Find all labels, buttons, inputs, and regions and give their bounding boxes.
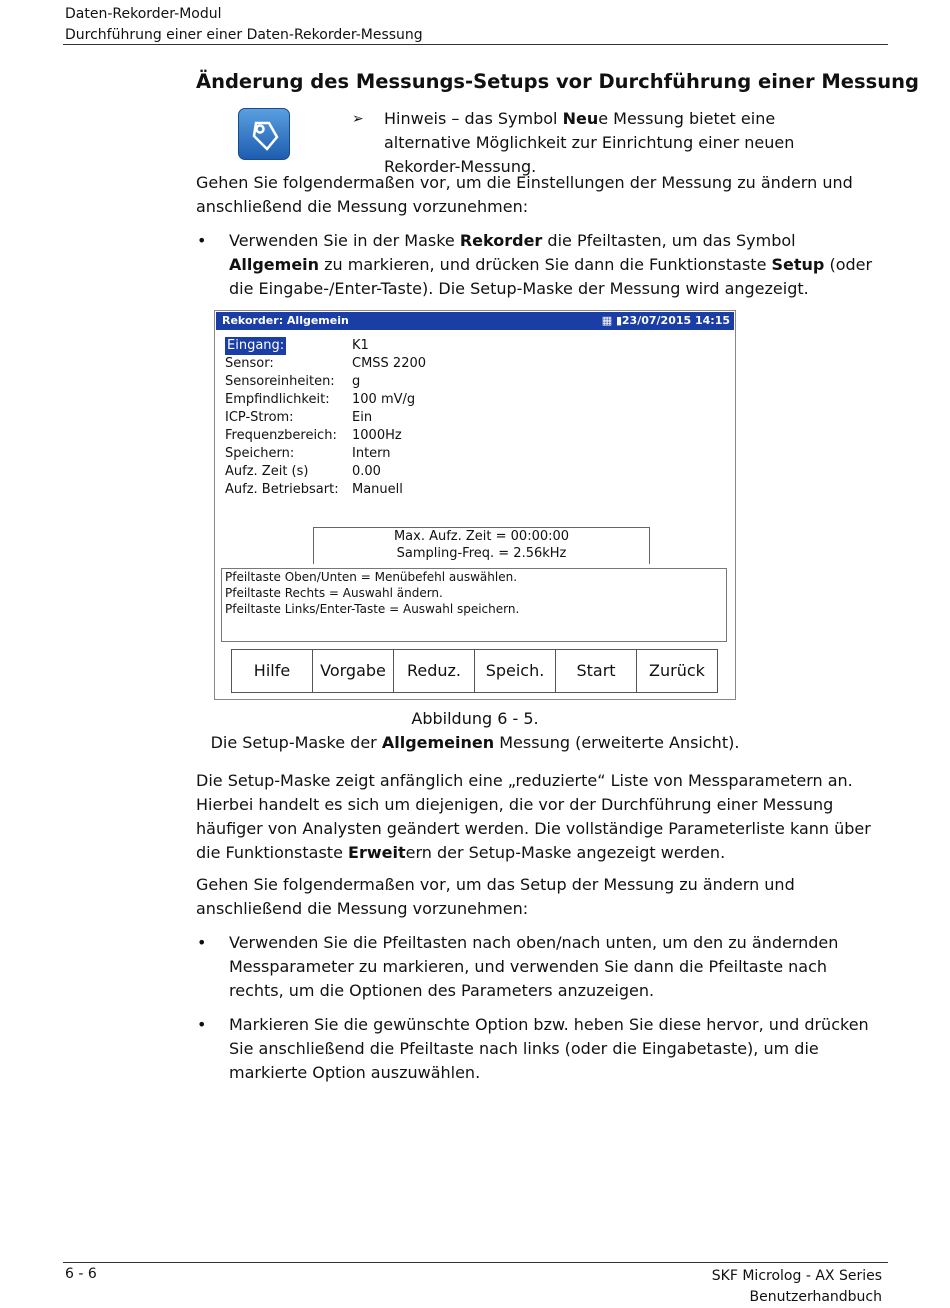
help-line: Pfeiltaste Oben/Unten = Menübefehl auswählen. [225, 570, 518, 584]
param-label: Aufz. Zeit (s) [225, 464, 309, 479]
param-value: 0.00 [352, 464, 381, 479]
param-value: g [352, 374, 361, 389]
default-button[interactable]: Vorgabe [312, 649, 394, 693]
battery-icon: ▦ ▮ [601, 314, 622, 327]
param-value: Ein [352, 410, 373, 425]
reduced-list-paragraph: Die Setup-Maske zeigt anfänglich eine „reduzierte“ Liste von Messparametern an. Hierbei handelt es sich um diejenigen, die vor der Durchführung einer Messung häufiger von Analysten geändert werden. Die vollständige Parameterliste kann über die Funktionstaste Erweitern der Setup-Maske angezeigt werden. [196, 771, 871, 862]
param-label: Eingang: [227, 338, 285, 353]
param-label: Empfindlichkeit: [225, 392, 330, 407]
param-value: 1000Hz [352, 428, 402, 443]
figure-caption [196, 707, 754, 755]
param-value: Intern [352, 446, 391, 461]
start-button[interactable]: Start [555, 649, 637, 693]
param-value: 100 mV/g [352, 392, 416, 407]
running-header [65, 4, 887, 46]
new-measurement-icon [238, 108, 290, 160]
save-button[interactable]: Speich. [474, 649, 556, 693]
param-label: ICP-Strom: [225, 410, 294, 425]
section-title: Änderung des Messungs-Setups vor Durchführung einer Messung [196, 70, 919, 93]
param-label: Sensoreinheiten: [225, 374, 335, 389]
product-name: SKF Microlog - AX Series [711, 1268, 882, 1284]
help-button[interactable]: Hilfe [231, 649, 313, 693]
figure-description: Die Setup-Maske der Allgemeinen Messung (erweiterte Ansicht). [210, 733, 740, 752]
param-label: Frequenzbereich: [225, 428, 337, 443]
param-label: Sensor: [225, 356, 274, 371]
help-line: Pfeiltaste Links/Enter-Taste = Auswahl speichern. [225, 602, 520, 616]
key-help-box [221, 568, 727, 642]
param-label: Aufz. Betriebsart: [225, 482, 339, 497]
function-key-bar [231, 649, 717, 693]
instruction-bullet-2: • Verwenden Sie die Pfeiltasten nach oben/nach unten, um den zu ändernden Messparameter zu markieren, und verwenden Sie dann die Pfeiltaste nach rechts, um die Optionen des Parameters anzuzeigen. [197, 933, 839, 1000]
header-section: Durchführung einer einer Daten-Rekorder-Messung [65, 27, 423, 43]
hint-note: ➢ Hinweis – das Symbol Neue Messung bietet eine alternative Möglichkeit zur Einrichtung einer neuen Rekorder-Messung. [352, 109, 795, 176]
footer-product [712, 1266, 882, 1308]
figure-number: Abbildung 6 - 5. [411, 709, 539, 728]
footer-divider [63, 1262, 888, 1263]
instruction-bullet-1: • Verwenden Sie in der Maske Rekorder die Pfeiltasten, um das Symbol Allgemein zu markieren, und drücken Sie dann die Funktionstaste Setup (oder die Eingabe-/Enter-Taste). Die Setup-Maske der Messung wird angezeigt. [197, 231, 873, 298]
recording-info-box [313, 527, 650, 564]
param-value: Manuell [352, 482, 403, 497]
sampling-frequency: Sampling-Freq. = 2.56kHz [396, 546, 567, 561]
intro-instructions-1: Gehen Sie folgendermaßen vor, um die Einstellungen der Messung zu ändern und anschließend die Messung vorzunehmen: [196, 173, 853, 216]
header-module: Daten-Rekorder-Modul [65, 6, 222, 22]
document-name: Benutzerhandbuch [749, 1289, 882, 1305]
intro-instructions-2: Gehen Sie folgendermaßen vor, um das Setup der Messung zu ändern und anschließend die Messung vorzunehmen: [196, 875, 795, 918]
screen-title-bar [216, 312, 734, 330]
bullet-icon: • [197, 1015, 207, 1034]
page-number: 6 - 6 [65, 1266, 97, 1282]
reduce-button[interactable]: Reduz. [393, 649, 475, 693]
param-value: CMSS 2200 [352, 356, 427, 371]
back-button[interactable]: Zurück [636, 649, 718, 693]
screen-title: Rekorder: Allgemein [222, 314, 349, 327]
max-record-time: Max. Aufz. Zeit = 00:00:00 [393, 529, 570, 544]
param-value: K1 [352, 338, 369, 353]
arrow-bullet-icon: ➢ [352, 111, 364, 127]
bullet-icon: • [197, 933, 207, 952]
bullet-icon: • [197, 231, 207, 250]
help-line: Pfeiltaste Rechts = Auswahl ändern. [225, 586, 443, 600]
setup-screen-figure [214, 310, 736, 700]
param-label: Speichern: [225, 446, 295, 461]
screen-datetime: 23/07/2015 14:15 [621, 314, 730, 327]
instruction-bullet-3: • Markieren Sie die gewünschte Option bzw. heben Sie diese hervor, und drücken Sie anschließend die Pfeiltaste nach links (oder die Eingabetaste), um die markierte Option auszuwählen. [197, 1015, 869, 1082]
header-divider [63, 44, 888, 45]
